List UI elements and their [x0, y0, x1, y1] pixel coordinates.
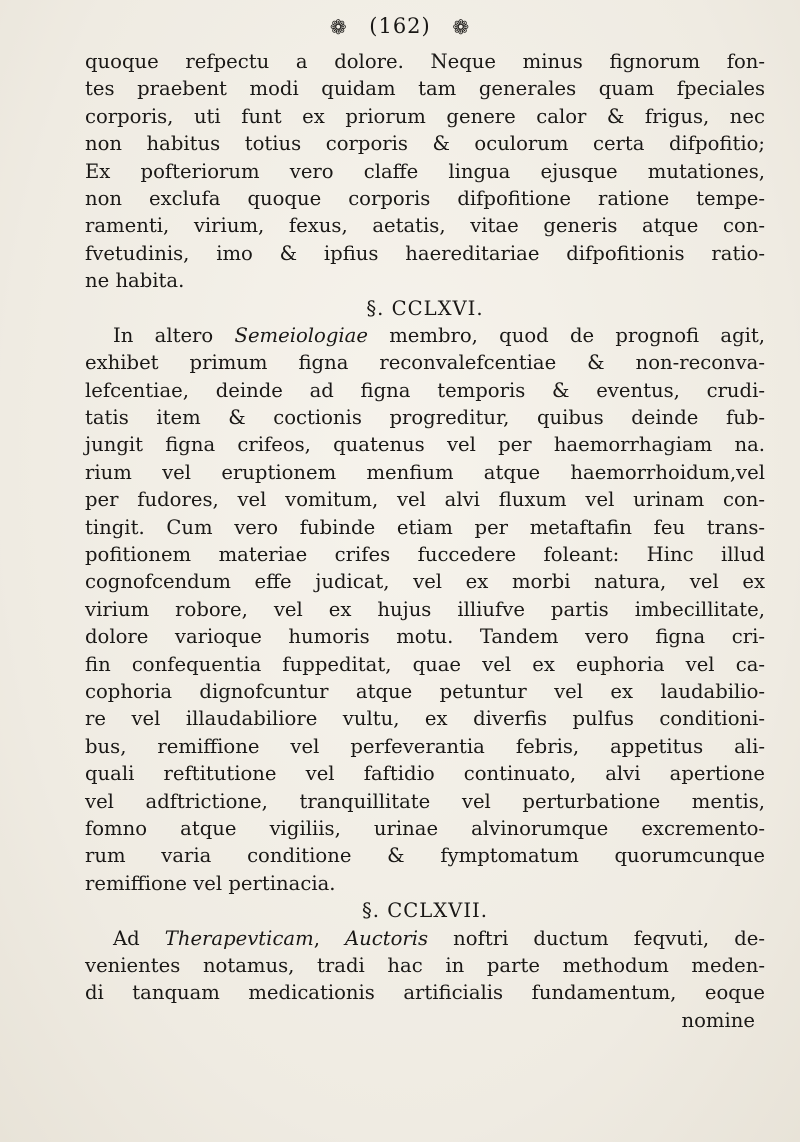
- text-line: ne habita.: [85, 269, 185, 293]
- text-line: non habitus totius corporis & oculorum certa difpofitio;: [85, 132, 765, 156]
- text-line: Ex pofteriorum vero claffe lingua ejusque mutationes,: [85, 159, 765, 183]
- text-fragment: Ad: [113, 926, 165, 950]
- italic-term: Semeiologiae: [234, 323, 368, 347]
- ornament-right-icon: ❁: [452, 15, 471, 39]
- text-line: [85, 322, 765, 349]
- text-line: di tanquam medicationis artificialis fundamentum, eoque: [85, 981, 765, 1005]
- ornament-left-icon: ❁: [329, 15, 348, 39]
- text-line: re vel illaudabiliore vultu, ex diverfis pulfus conditioni-: [85, 707, 765, 731]
- text-line: tingit. Cum vero fubinde etiam per metaftafin feu trans-: [85, 515, 765, 539]
- text-line: remiffione vel pertinacia.: [85, 871, 336, 895]
- text-line: quali reftitutione vel faftidio continuato, alvi apertione: [85, 762, 765, 786]
- text-line: [85, 925, 765, 952]
- text-line: fvetudinis, imo & ipfius haereditariae difpofitionis ratio-: [85, 241, 765, 265]
- italic-term: Auctoris: [345, 926, 429, 950]
- page-header: [0, 14, 800, 39]
- text-line: per fudores, vel vomitum, vel alvi fluxum vel urinam con-: [85, 488, 765, 512]
- text-line: bus, remiffione vel perfeverantia febris, appetitus ali-: [85, 734, 765, 758]
- text-line: fin confequentia fuppeditat, quae vel ex euphoria vel ca-: [85, 652, 765, 676]
- text-fragment: noftri ductum feqvuti, de-: [428, 926, 765, 950]
- text-line: cognofcendum effe judicat, vel ex morbi natura, vel ex: [85, 570, 765, 594]
- text-line: tatis item & coctionis progreditur, quibus deinde fub-: [85, 406, 765, 430]
- text-line: virium robore, vel ex hujus illiufve partis imbecillitate,: [85, 597, 765, 621]
- text-line: pofitionem materiae crifes fuccedere foleant: Hinc illud: [85, 543, 765, 567]
- text-line: rium vel eruptionem menfium atque haemorrhoidum,vel: [85, 460, 765, 484]
- text-line: fomno atque vigiliis, urinae alvinorumque excremento-: [85, 816, 765, 840]
- text-line: ramenti, virium, fexus, aetatis, vitae generis atque con-: [85, 214, 765, 238]
- text-line: corporis, uti funt ex priorum genere calor & frigus, nec: [85, 104, 765, 128]
- body-text: [85, 48, 765, 1034]
- text-line: venientes notamus, tradi hac in parte methodum meden-: [85, 953, 765, 977]
- text-line: tes praebent modi quidam tam generales quam fpeciales: [85, 77, 765, 101]
- text-fragment: ,: [313, 926, 345, 950]
- text-line: dolore varioque humoris motu. Tandem vero figna cri-: [85, 625, 765, 649]
- text-line: lefcentiae, deinde ad figna temporis & eventus, crudi-: [85, 378, 765, 402]
- text-line: exhibet primum figna reconvalefcentiae & non-reconva-: [85, 351, 765, 375]
- text-fragment: membro, quod de prognofi agit,: [367, 323, 765, 347]
- section-heading: §. CCLXVI.: [366, 296, 484, 320]
- text-line: non exclufa quoque corporis difpofitione ratione tempe-: [85, 186, 765, 210]
- text-line: rum varia conditione & fymptomatum quorumcunque: [85, 844, 765, 868]
- italic-term: Therapevticam: [164, 926, 314, 950]
- text-fragment: In altero: [113, 323, 235, 347]
- text-line: quoque refpectu a dolore. Neque minus fignorum fon-: [85, 50, 765, 73]
- text-line: jungit figna crifeos, quatenus vel per haemorrhagiam na.: [85, 433, 765, 457]
- page-number: (162): [369, 14, 431, 38]
- catchword: nomine: [681, 1008, 755, 1032]
- section-heading: §. CCLXVII.: [361, 899, 489, 923]
- text-line: vel adftrictione, tranquillitate vel perturbatione mentis,: [85, 789, 765, 813]
- text-line: cophoria dignofcuntur atque petuntur vel ex laudabilio-: [85, 679, 765, 703]
